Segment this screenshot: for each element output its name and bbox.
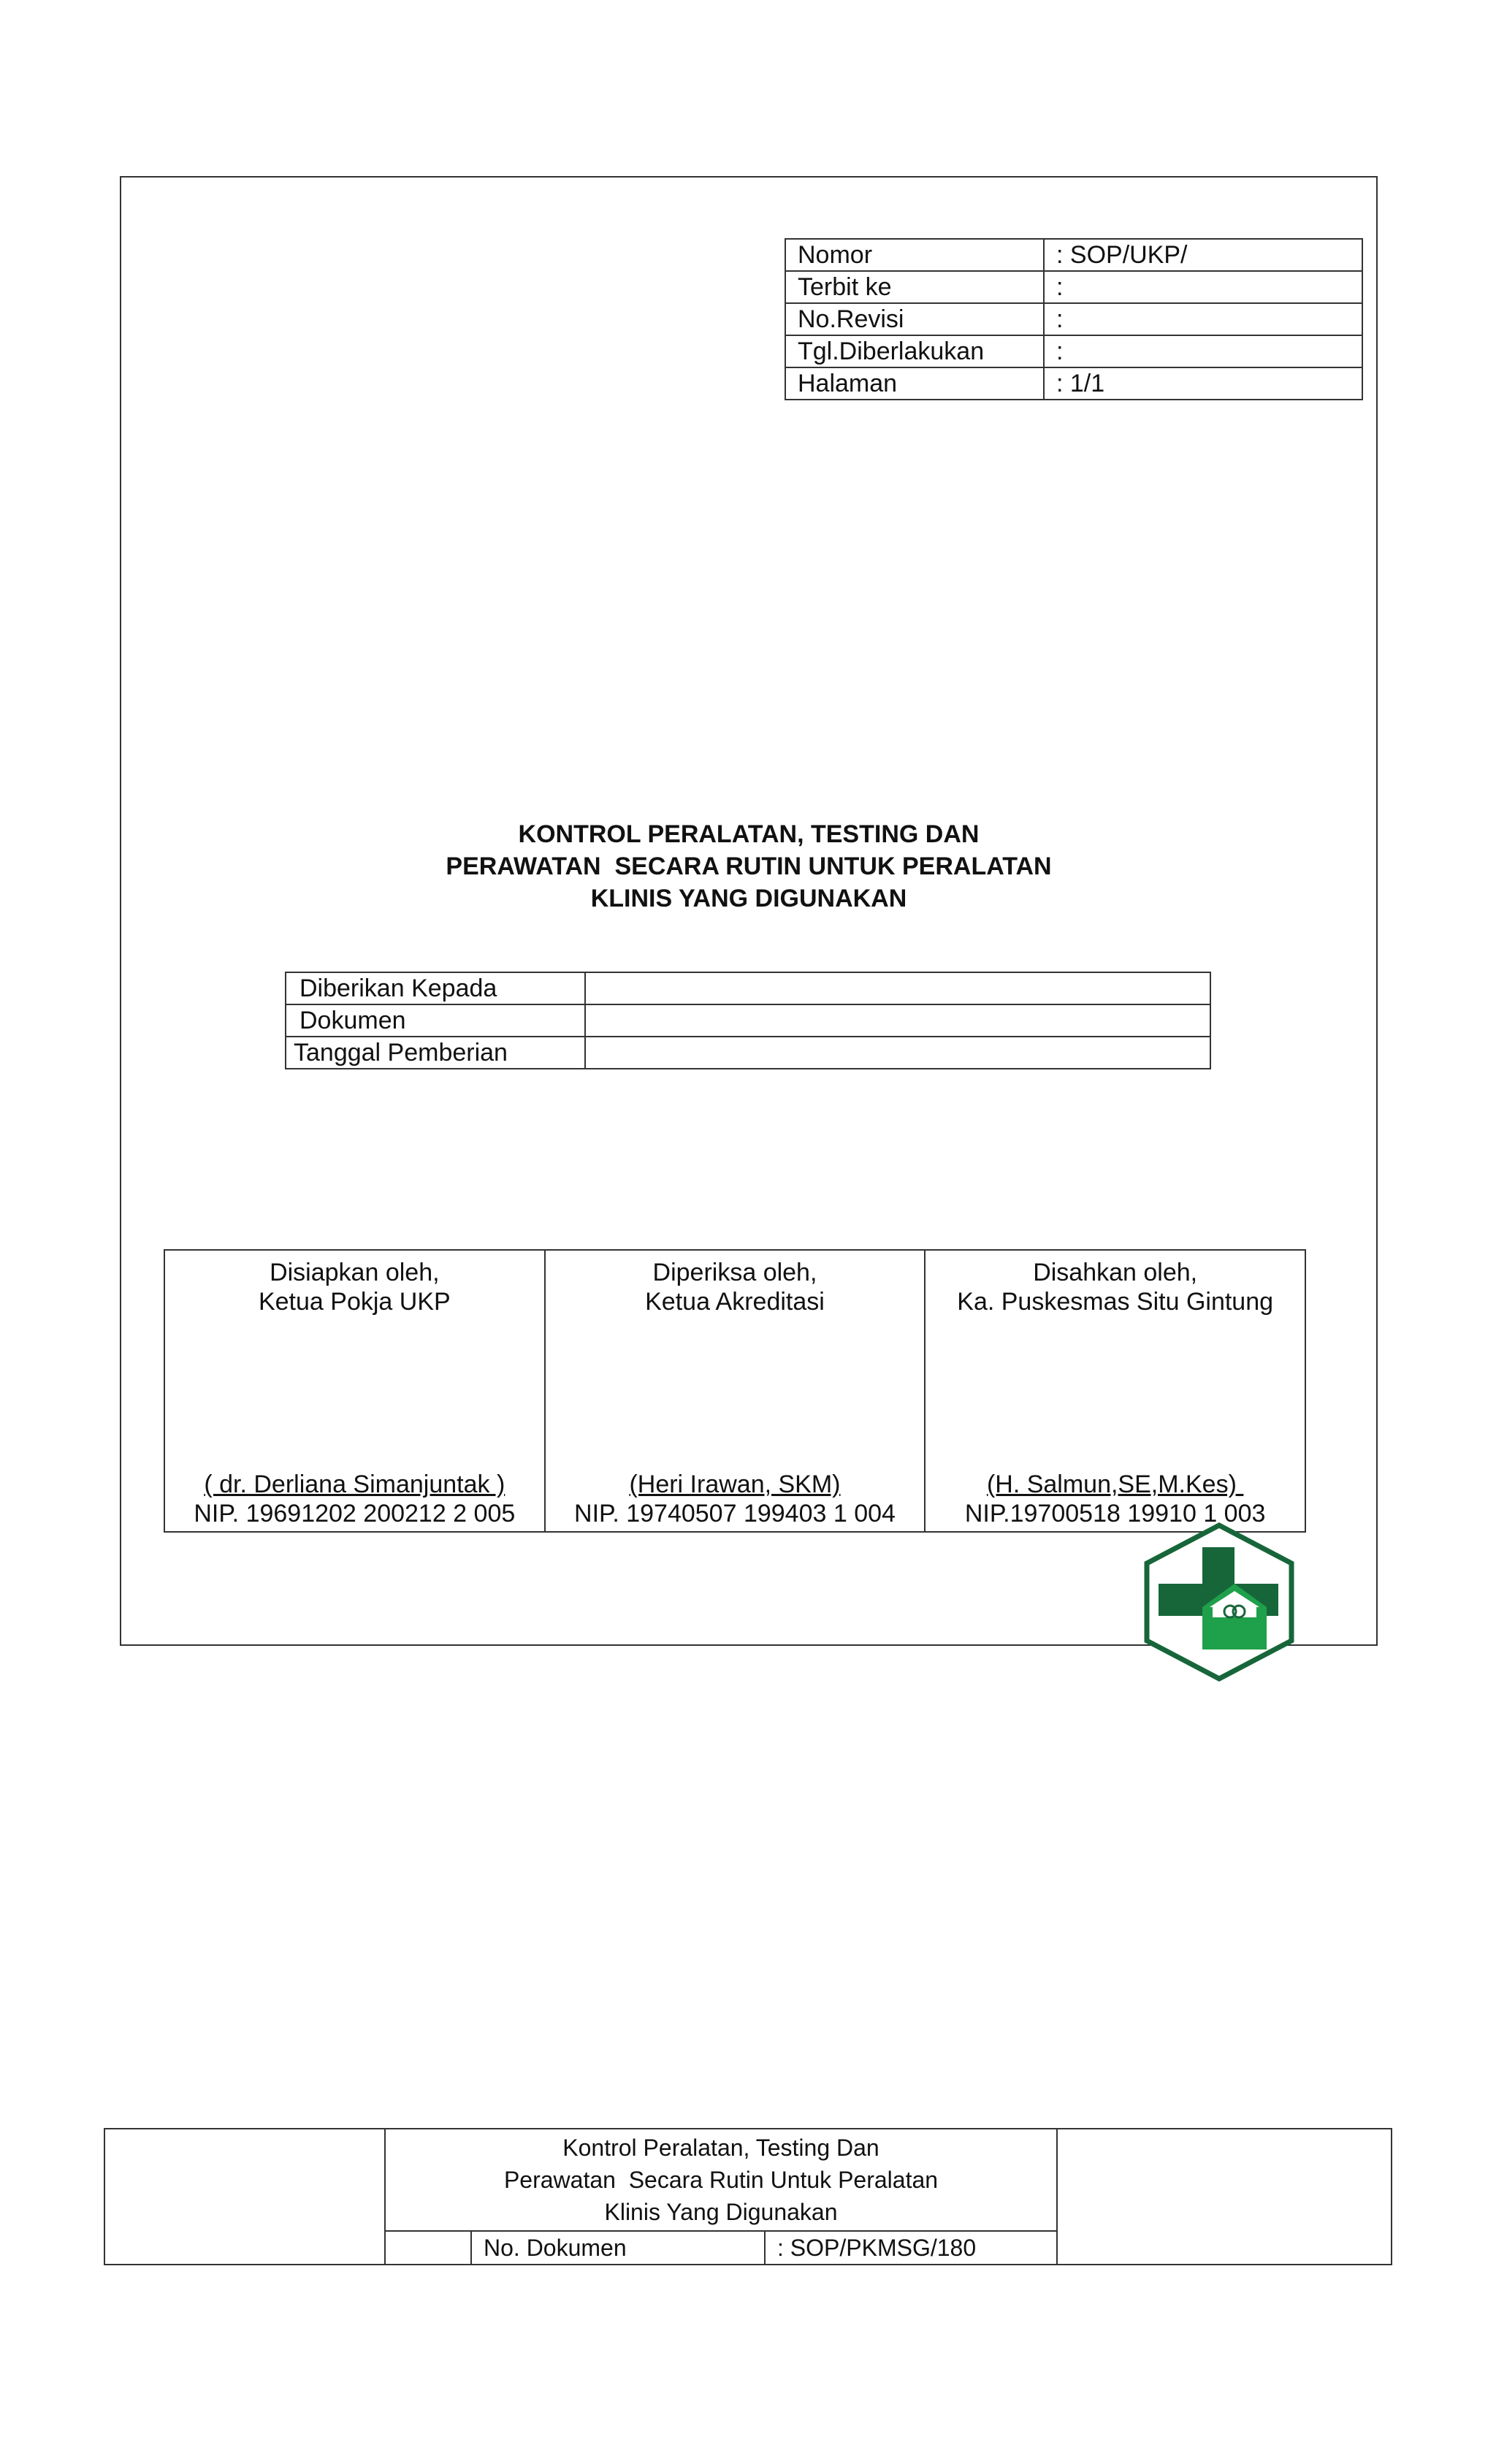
meta-label: Halaman — [785, 367, 1044, 400]
distribution-value — [585, 1004, 1210, 1037]
signature-cell-checked — [545, 1250, 926, 1532]
meta-row-nomor — [785, 239, 1362, 271]
signature-role: Ka. Puskesmas Situ Gintung — [957, 1288, 1274, 1316]
footer-table — [104, 2128, 1392, 2265]
signature-nip: NIP.19700518 19910 1 003 — [964, 1500, 1266, 1527]
distribution-value — [585, 1037, 1210, 1069]
distribution-label: Tanggal Pemberian — [286, 1037, 585, 1069]
footer-title-line-3: Klinis Yang Digunakan — [604, 2199, 838, 2225]
document-meta-table — [785, 238, 1363, 400]
meta-value: : — [1044, 271, 1362, 303]
document-title — [120, 818, 1378, 915]
meta-row-terbit — [785, 271, 1362, 303]
title-line-3: KLINIS YANG DIGUNAKAN — [590, 885, 907, 912]
signature-nip: NIP. 19691202 200212 2 005 — [194, 1500, 516, 1527]
footer-title-line-2: Perawatan Secara Rutin Untuk Peralatan — [503, 2167, 939, 2193]
signature-action: Disiapkan oleh, — [270, 1259, 440, 1286]
meta-row-revisi — [785, 303, 1362, 335]
signature-cell-prepared — [164, 1250, 545, 1532]
meta-label: Terbit ke — [785, 271, 1044, 303]
footer-blank-cell — [385, 2231, 471, 2265]
distribution-row — [286, 972, 1210, 1004]
meta-label: Nomor — [785, 239, 1044, 271]
footer-blank-right — [1057, 2129, 1392, 2265]
distribution-value — [585, 972, 1210, 1004]
footer-title-line-1: Kontrol Peralatan, Testing Dan — [562, 2135, 879, 2161]
distribution-label: Dokumen — [286, 1004, 585, 1037]
signature-action: Diperiksa oleh, — [652, 1259, 817, 1286]
puskesmas-logo-icon — [1140, 1521, 1299, 1683]
footer-doc-value: : SOP/PKMSG/180 — [765, 2231, 1057, 2265]
meta-label: No.Revisi — [785, 303, 1044, 335]
signature-action: Disahkan oleh, — [1033, 1259, 1198, 1286]
distribution-table — [285, 972, 1211, 1069]
meta-value: : SOP/UKP/ — [1044, 239, 1362, 271]
footer-title — [385, 2129, 1057, 2231]
meta-row-halaman — [785, 367, 1362, 400]
meta-row-tgl — [785, 335, 1362, 367]
meta-value: : 1/1 — [1044, 367, 1362, 400]
distribution-row — [286, 1037, 1210, 1069]
meta-value: : — [1044, 303, 1362, 335]
signature-name: (Heri Irawan, SKM) — [629, 1471, 841, 1498]
signature-role: Ketua Pokja UKP — [258, 1288, 451, 1316]
signature-name: (H. Salmun,SE,M.Kes) — [986, 1471, 1244, 1498]
meta-label: Tgl.Diberlakukan — [785, 335, 1044, 367]
signature-role: Ketua Akreditasi — [645, 1288, 825, 1316]
signature-cell-approved — [925, 1250, 1305, 1532]
title-line-1: KONTROL PERALATAN, TESTING DAN — [518, 820, 980, 848]
distribution-row — [286, 1004, 1210, 1037]
footer-doc-label: No. Dokumen — [471, 2231, 765, 2265]
signature-name: ( dr. Derliana Simanjuntak ) — [204, 1471, 505, 1498]
footer-blank-left — [104, 2129, 385, 2265]
title-line-2: PERAWATAN SECARA RUTIN UNTUK PERALATAN — [446, 853, 1052, 880]
distribution-label: Diberikan Kepada — [286, 972, 585, 1004]
signature-table — [164, 1249, 1306, 1533]
meta-value: : — [1044, 335, 1362, 367]
signature-nip: NIP. 19740507 199403 1 004 — [574, 1500, 896, 1527]
